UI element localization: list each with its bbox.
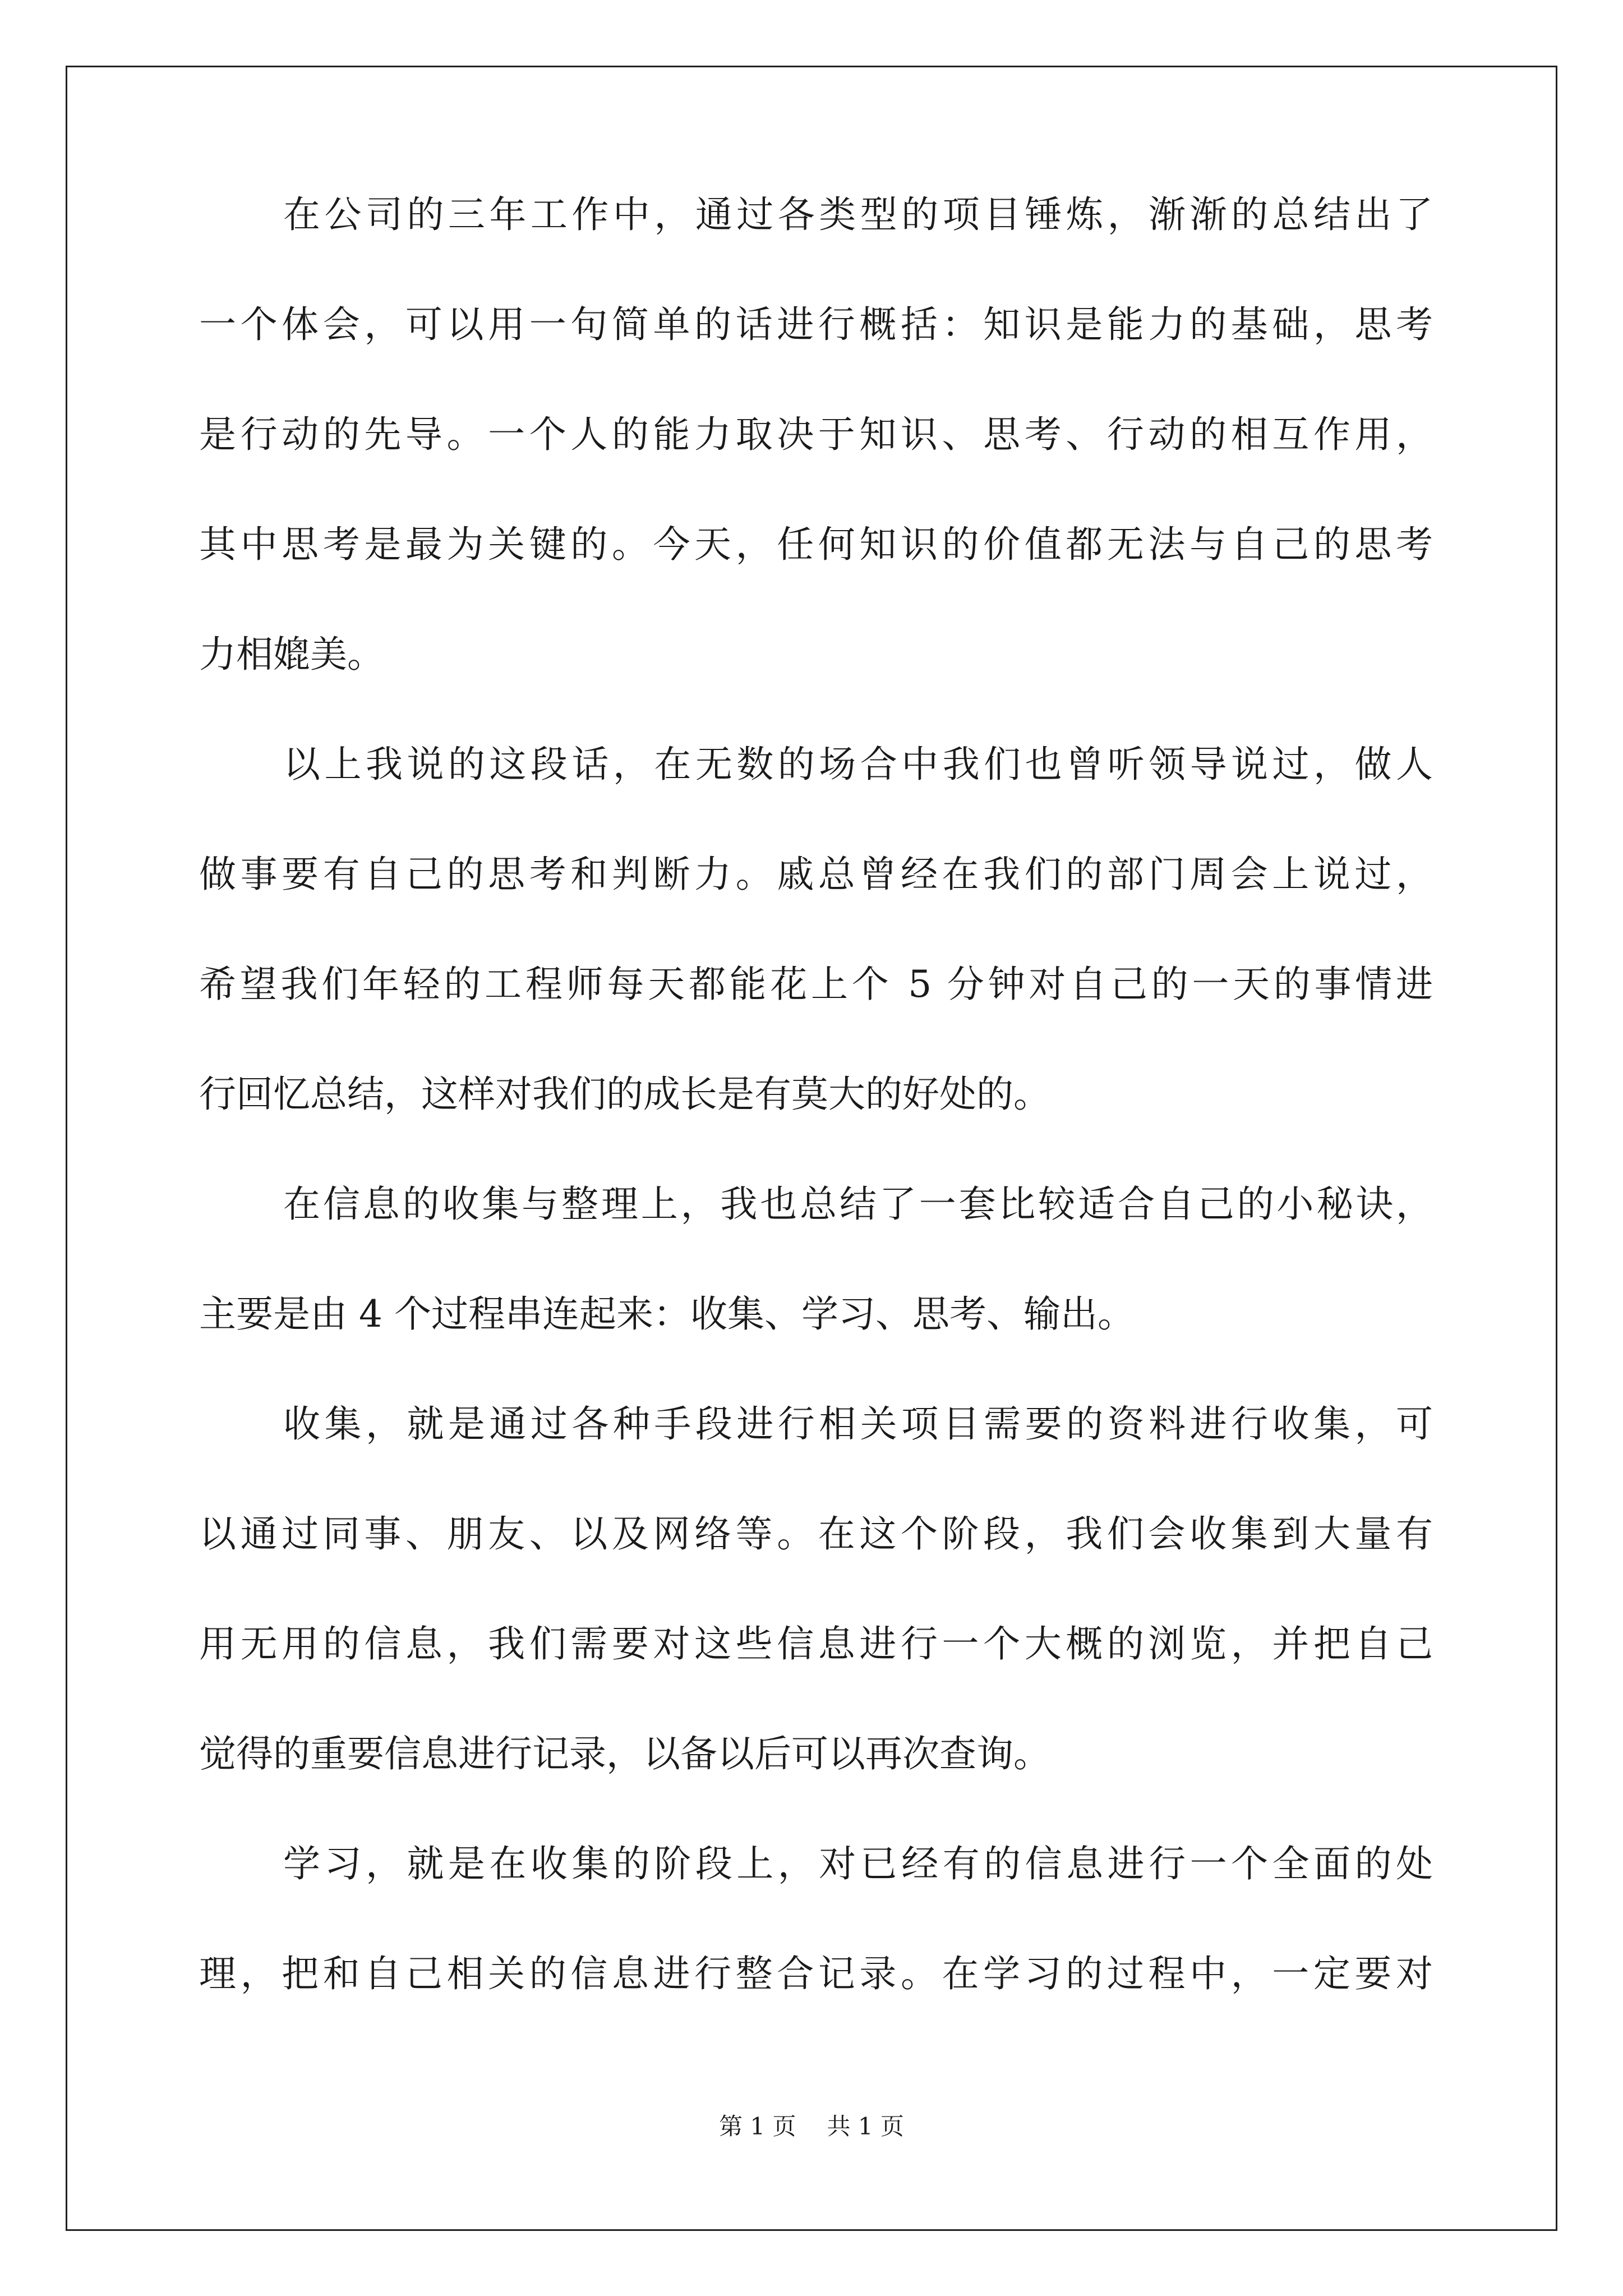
paragraph-4-line-2: 以通过同事、朋友、以及网络等。在这个阶段，我们会收集到大量有: [199, 1512, 1433, 1556]
paragraph-5-line-1: 学习，就是在收集的阶段上，对已经有的信息进行一个全面的处: [283, 1842, 1433, 1885]
document-body: [199, 193, 1433, 2065]
page-number-label: 第 1 页: [719, 2113, 796, 2140]
paragraph-3-line-2: 主要是由 4 个过程串连起来：收集、学习、思考、输出。: [199, 1292, 1135, 1336]
paragraph-4-line-1: 收集，就是通过各种手段进行相关项目需要的资料进行收集，可: [283, 1402, 1433, 1446]
paragraph-1-line-5: 力相媲美。: [199, 633, 384, 676]
paragraph-1-line-1: 在公司的三年工作中，通过各类型的项目锤炼，渐渐的总结出了: [283, 193, 1433, 236]
paragraph-1-line-4: 其中思考是最为关键的。今天，任何知识的价值都无法与自己的思考: [199, 523, 1433, 566]
paragraph-1-line-2: 一个体会，可以用一句简单的话进行概括：知识是能力的基础，思考: [199, 303, 1433, 346]
paragraph-4-line-4: 觉得的重要信息进行记录，以备以后可以再次查询。: [199, 1732, 1050, 1775]
paragraph-2-line-4: 行回忆总结，这样对我们的成长是有莫大的好处的。: [199, 1073, 1050, 1116]
paragraph-2-line-3: 希望我们年轻的工程师每天都能花上个 5 分钟对自己的一天的事情进: [199, 963, 1433, 1006]
paragraph-2-line-2: 做事要有自己的思考和判断力。戚总曾经在我们的部门周会上说过，: [199, 853, 1433, 896]
paragraph-3-line-1: 在信息的收集与整理上，我也总结了一套比较适合自己的小秘诀，: [283, 1182, 1433, 1226]
paragraph-5-line-2: 理，把和自己相关的信息进行整合记录。在学习的过程中，一定要对: [199, 1952, 1433, 1995]
paragraph-2-line-1: 以上我说的这段话，在无数的场合中我们也曾听领导说过，做人: [283, 743, 1433, 786]
total-pages-label: 共 1 页: [827, 2113, 904, 2140]
page-footer: [0, 2115, 1623, 2138]
paragraph-4-line-3: 用无用的信息，我们需要对这些信息进行一个大概的浏览，并把自己: [199, 1622, 1433, 1665]
paragraph-1-line-3: 是行动的先导。一个人的能力取决于知识、思考、行动的相互作用，: [199, 413, 1433, 456]
